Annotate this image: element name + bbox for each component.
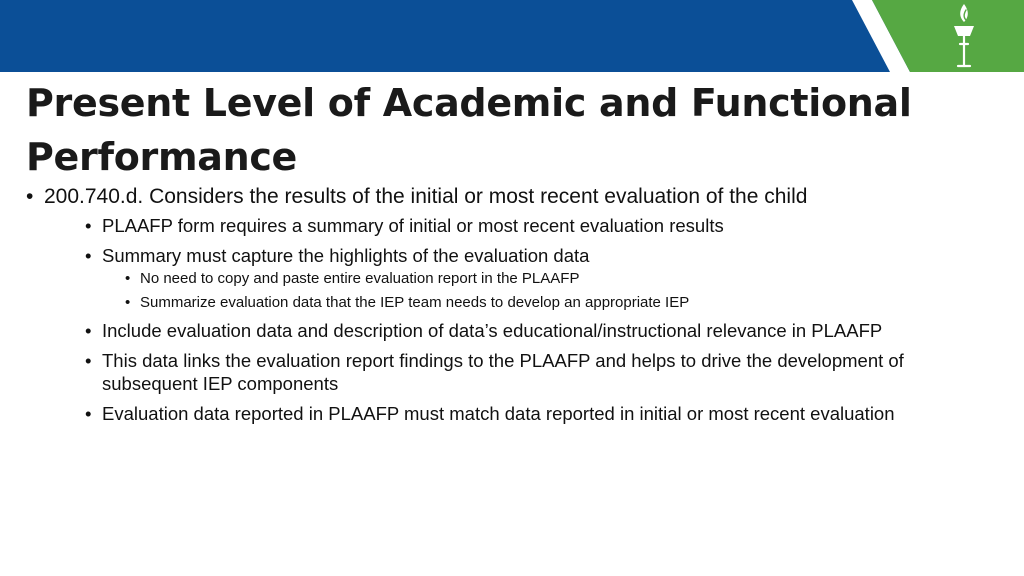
sub-bullet-item xyxy=(82,319,1001,342)
sub-sub-bullet-text: No need to copy and paste entire evaluation report in the PLAAFP xyxy=(140,270,580,287)
bullet-list xyxy=(26,184,1001,425)
sub-sub-bullet-item xyxy=(122,269,1001,288)
slide-title: Present Level of Academic and Functional Performance xyxy=(26,81,912,179)
slide-content xyxy=(26,184,1001,432)
sub-bullet-text: Evaluation data reported in PLAAFP must match data reported in initial or most recent evaluation xyxy=(102,403,895,424)
sub-bullet-text: Include evaluation data and description of data’s educational/instructional relevance in PLAAFP xyxy=(102,320,883,341)
sub-sub-bullet-list xyxy=(122,269,1001,312)
sub-bullet-item xyxy=(82,402,1001,425)
sub-bullet-item xyxy=(82,244,1001,312)
sub-bullet-text: Summary must capture the highlights of the evaluation data xyxy=(102,245,590,266)
sub-bullet-item xyxy=(82,349,1001,395)
sub-sub-bullet-item xyxy=(122,293,1001,312)
sub-bullet-item xyxy=(82,214,1001,237)
bullet-main xyxy=(26,184,1001,425)
header-band xyxy=(0,0,1024,72)
sub-bullet-text: PLAAFP form requires a summary of initial or most recent evaluation results xyxy=(102,215,724,236)
sub-bullet-list xyxy=(82,214,1001,425)
bullet-main-text: 200.740.d. Considers the results of the initial or most recent evaluation of the child xyxy=(44,185,808,208)
sub-sub-bullet-text: Summarize evaluation data that the IEP team needs to develop an appropriate IEP xyxy=(140,294,690,311)
sub-bullet-text: This data links the evaluation report findings to the PLAAFP and helps to drive the development of subsequent IEP components xyxy=(102,350,904,394)
